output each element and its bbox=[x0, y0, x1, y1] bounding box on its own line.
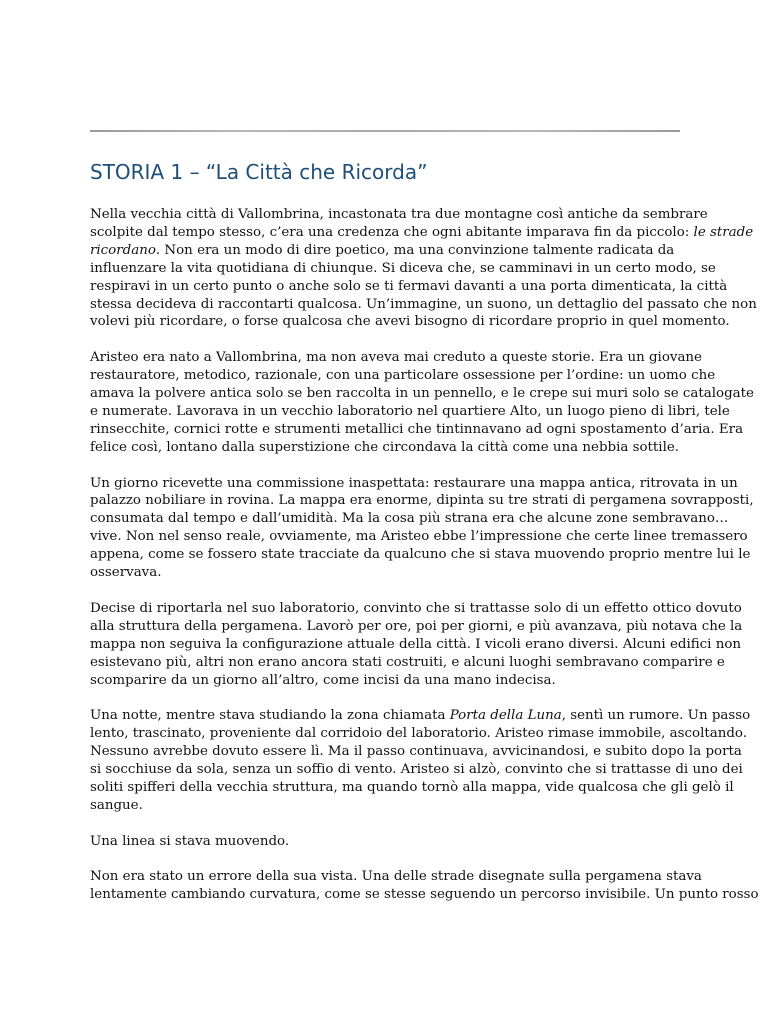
text-line bbox=[90, 403, 730, 421]
text-run: sangue. bbox=[90, 797, 143, 813]
text-run: vive. Non nel senso reale, ovviamente, ma Aristeo ebbe l’impressione che certe linee tremassero bbox=[90, 529, 748, 545]
text-line bbox=[90, 510, 729, 528]
text-run: , sentì un rumore. Un passo bbox=[561, 708, 751, 724]
text-line bbox=[90, 385, 754, 403]
paragraph bbox=[90, 600, 743, 690]
text-run: soliti spifferi della vecchia struttura, ma quando tornò alla mappa, vide qualcosa che gli gelò il bbox=[90, 779, 734, 795]
text-run: lento, trascinato, proveniente dal corridoio del laboratorio. Aristeo rimase immobile, ascoltando. bbox=[90, 726, 747, 742]
text-run: alla struttura della pergamena. Lavorò per ore, poi per giorni, e più avanzava, più notava che la bbox=[90, 618, 743, 634]
text-line bbox=[90, 761, 743, 779]
text-line bbox=[90, 618, 743, 636]
text-line bbox=[90, 224, 754, 242]
text-run: restauratore, metodico, razionale, con una particolare ossessione per l’ordine: un uomo che bbox=[90, 368, 716, 384]
text-run: appena, come se fossero state tracciate da qualcuno che si stava muovendo proprio mentre lui le bbox=[90, 547, 751, 563]
text-line bbox=[90, 725, 747, 743]
text-run: amava la polvere antica solo se ben raccolta in un pennello, e le crepe sui muri solo se catalogate bbox=[90, 386, 754, 402]
text-line bbox=[90, 636, 742, 654]
text-run: scolpite dal tempo stesso, c’era una credenza che ogni abitante imparava fin da piccolo: bbox=[90, 224, 694, 240]
text-line bbox=[90, 260, 716, 278]
paragraph bbox=[90, 349, 754, 456]
text-line bbox=[90, 707, 751, 725]
text-run: Nessuno avrebbe dovuto essere lì. Ma il passo continuava, avvicinandosi, e subito dopo la porta bbox=[90, 744, 742, 760]
text-run: palazzo nobiliare in rovina. La mappa era enorme, dipinta su tre strati di pergamena sovrapposti, bbox=[90, 493, 754, 509]
text-run: Nella vecchia città di Vallombrina, incastonata tra due montagne così antiche da sembrare bbox=[90, 207, 708, 222]
text-run: Aristeo era nato a Vallombrina, ma non aveva mai creduto a queste storie. Era un giovane bbox=[90, 350, 702, 366]
text-line bbox=[90, 564, 680, 582]
text-line bbox=[90, 367, 716, 385]
paragraph bbox=[90, 206, 757, 331]
text-line bbox=[90, 296, 757, 314]
text-line bbox=[90, 833, 680, 851]
story-body bbox=[90, 206, 759, 922]
italic-text: ricordano bbox=[90, 242, 156, 258]
text-run: consumata dal tempo e dall’umidità. Ma la cosa più strana era che alcune zone sembravano… bbox=[90, 511, 729, 527]
text-run: esistevano più, altri non erano ancora stati costruiti, e alcuni luoghi sembravano comparire e bbox=[90, 654, 725, 670]
text-line bbox=[90, 528, 748, 546]
text-line bbox=[90, 886, 759, 904]
italic-text: le strade bbox=[693, 224, 754, 240]
text-run: mappa non seguiva la configurazione attuale della città. I vicoli erano diversi. Alcuni edifici non bbox=[90, 636, 742, 652]
text-run: volevi più ricordare, o forse qualcosa che avevi bisogno di ricordare proprio in quel momento. bbox=[90, 314, 730, 330]
text-line bbox=[90, 743, 742, 761]
text-run: respiravi in un certo punto o anche solo se ti fermavi davanti a una porta dimenticata, la città bbox=[90, 278, 728, 294]
text-line bbox=[90, 868, 702, 886]
text-run: . Non era un modo di dire poetico, ma una convinzione talmente radicata da bbox=[155, 242, 675, 258]
story-title: STORIA 1 – “La Città che Ricorda” bbox=[90, 160, 428, 184]
paragraph bbox=[90, 475, 754, 582]
text-line bbox=[90, 654, 725, 672]
text-line bbox=[90, 492, 754, 510]
text-run: Non era stato un errore della sua vista. Una delle strade disegnate sulla pergamena stava bbox=[90, 869, 702, 885]
text-run: si socchiuse da sola, senza un soffio di vento. Aristeo si alzò, convinto che si trattasse di uno dei bbox=[90, 762, 743, 778]
text-run: lentamente cambiando curvatura, come se stesse seguendo un percorso invisibile. Un punto rosso bbox=[90, 887, 759, 903]
text-line bbox=[90, 779, 734, 797]
text-line bbox=[90, 439, 680, 457]
text-run: felice così, lontano dalla superstizione che circondava la città come una nebbia sottile. bbox=[90, 439, 680, 455]
top-divider bbox=[90, 130, 680, 132]
text-run: scomparire da un giorno all’altro, come incisi da una mano indecisa. bbox=[90, 672, 556, 688]
text-line bbox=[90, 206, 708, 224]
text-run: Una linea si stava muovendo. bbox=[90, 833, 290, 849]
text-line bbox=[90, 600, 742, 618]
text-run: osservava. bbox=[90, 565, 162, 581]
text-line bbox=[90, 797, 680, 815]
text-line bbox=[90, 242, 680, 260]
text-run: rinsecchite, cornici rotte e strumenti metallici che tintinnavano ad ogni spostamento d’aria. Era bbox=[90, 421, 744, 437]
text-run: Un giorno ricevette una commissione inaspettata: restaurare una mappa antica, ritrovata in un bbox=[90, 475, 738, 491]
text-line bbox=[90, 546, 751, 564]
text-line bbox=[90, 349, 702, 367]
paragraph bbox=[90, 833, 680, 851]
paragraph bbox=[90, 707, 751, 814]
text-run: Una notte, mentre stava studiando la zona chiamata bbox=[90, 708, 450, 724]
text-run: Decise di riportarla nel suo laboratorio, convinto che si trattasse solo di un effetto ottico dovuto bbox=[90, 600, 742, 616]
text-line bbox=[90, 672, 680, 690]
text-run: influenzare la vita quotidiana di chiunque. Si diceva che, se camminavi in un certo modo, se bbox=[90, 260, 716, 276]
paragraph bbox=[90, 868, 759, 904]
text-line bbox=[90, 278, 728, 296]
text-line bbox=[90, 475, 738, 493]
italic-text: Porta della Luna bbox=[449, 708, 562, 724]
text-run: e numerate. Lavorava in un vecchio laboratorio nel quartiere Alto, un luogo pieno di libri, tele bbox=[90, 403, 730, 419]
text-run: stessa decideva di raccontarti qualcosa. Un’immagine, un suono, un dettaglio del passato che non bbox=[90, 296, 757, 312]
text-line bbox=[90, 421, 744, 439]
text-line bbox=[90, 313, 730, 331]
